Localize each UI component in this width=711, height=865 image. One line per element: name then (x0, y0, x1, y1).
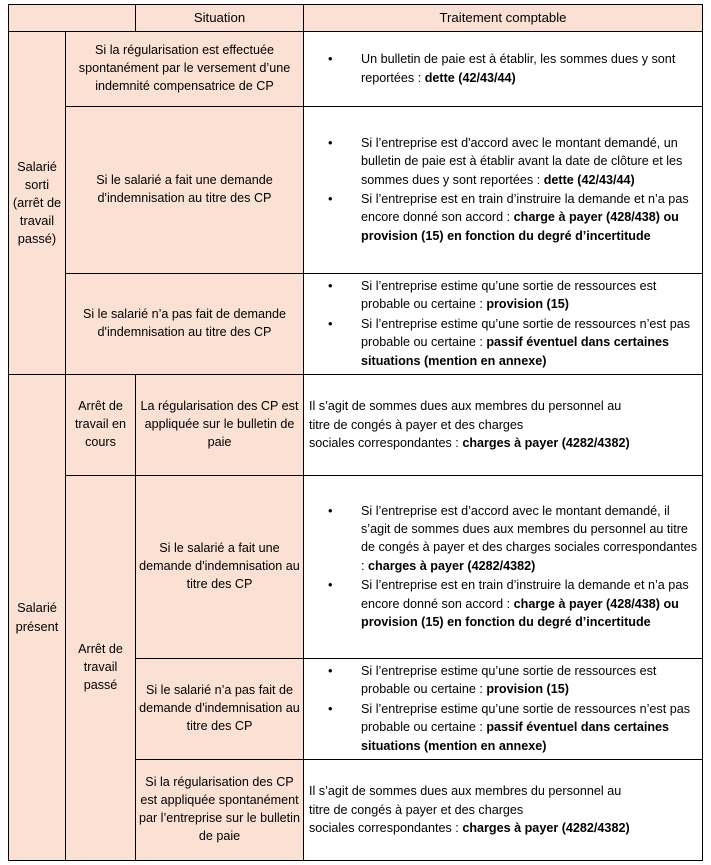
treatment-bullet-list (304, 134, 702, 245)
bullet-icon: • (328, 577, 333, 593)
list-item (304, 315, 702, 370)
subgroup-label-arret-passe: Arrêt de travail passé (66, 476, 136, 861)
paragraph-line-1: Il s’agit de sommes dues aux membres du personnel au (309, 784, 622, 799)
situation-cell: Si la régularisation des CP est appliquée spontanément par l’entreprise sur le bulletin de paie (136, 760, 304, 861)
paragraph-line-1: Il s’agit de sommes dues aux membres du personnel au (309, 399, 622, 414)
bullet-icon: • (328, 502, 333, 518)
bullet-icon: • (328, 191, 333, 206)
situation-cell: La régularisation des CP est appliquée sur le bulletin de paie (136, 375, 304, 476)
situation-cell: Si le salarié n’a pas fait de demande d'indemnisation au titre des CP (66, 274, 304, 375)
treatment-bullet-list (304, 662, 702, 755)
situation-cell: Si le salarié n’a pas fait de demande d'indemnisation au titre des CP (136, 659, 304, 760)
bullet-emphasis: provision (15) (486, 682, 569, 697)
treatment-cell (304, 375, 703, 476)
bullet-emphasis: dette (42/43/44) (424, 70, 516, 85)
bullet-text: Si l’entreprise estime qu’une sortie de ressources est probable ou certaine : (361, 279, 657, 312)
bullet-emphasis: charge à payer (428/438) ou provision (15) en fonction du degré d’incertitude (361, 596, 679, 629)
treatment-cell (304, 107, 703, 274)
list-item (304, 190, 702, 245)
bullet-emphasis: provision (15) (486, 297, 569, 312)
treatment-cell (304, 274, 703, 375)
section-label-salarie-present: Salarié présent (9, 375, 66, 861)
bullet-icon: • (328, 134, 333, 150)
paragraph-emphasis: charges à payer (4282/4382) (462, 821, 630, 836)
list-item (304, 576, 702, 631)
list-item (304, 502, 702, 576)
bullet-emphasis: charge à payer (428/438) ou provision (15) en fonction du degré d’incertitude (361, 210, 679, 243)
subgroup-label-arret-en-cours: Arrêt de travail en cours (66, 375, 136, 476)
treatment-paragraph (304, 782, 702, 837)
header-cell-traitement: Traitement comptable (304, 5, 703, 32)
header-cell-situation: Situation (136, 5, 304, 32)
bullet-text: Si l’entreprise est en train d’instruire la demande et n’a pas encore donné son accord : (361, 578, 689, 611)
treatment-bullet-list (304, 502, 702, 632)
bullet-icon: • (328, 315, 333, 331)
table-row (9, 107, 703, 274)
bullet-emphasis: passif éventuel dans certaines situations (mention en annexe) (361, 720, 670, 753)
treatment-cell (304, 760, 703, 861)
list-item (304, 50, 702, 87)
table-row (9, 274, 703, 375)
accounting-treatment-table (8, 4, 703, 861)
list-item (304, 662, 702, 699)
bullet-text: Si l’entreprise est d'accord avec le montant demandé, un bulletin de paie est à établir avant la date de clôture et les sommes dues y sont reportées : (361, 135, 683, 187)
table-row (9, 375, 703, 476)
situation-cell: Si le salarié a fait une demande d'indemnisation au titre des CP (136, 476, 304, 659)
bullet-text: Si l’entreprise est en train d’instruire la demande et n’a pas encore donné son accord : (361, 192, 689, 225)
bullet-text: Si l’entreprise est d’accord avec le montant demandé, il s’agit de sommes dues aux membres du personnel au titre de congés à payer et des charges sociales correspondantes : (361, 503, 698, 573)
list-item (304, 134, 702, 189)
section-label-salarie-sorti: Salarié sorti (arrêt de travail passé) (9, 32, 66, 375)
paragraph-line-3: sociales correspondantes : (309, 436, 463, 451)
bullet-emphasis: dette (42/43/44) (543, 172, 635, 187)
bullet-emphasis: passif éventuel dans certaines situations (mention en annexe) (361, 335, 670, 368)
bullet-emphasis: charges à payer (4282/4382) (368, 558, 536, 573)
treatment-bullet-list (304, 50, 702, 87)
paragraph-line-2: titre de congés à payer et des charges (309, 802, 524, 817)
table-row (9, 476, 703, 659)
bullet-text: Un bulletin de paie est à établir, les sommes dues y sont reportées : (361, 52, 676, 85)
table-header-row (9, 5, 703, 32)
bullet-icon: • (328, 51, 333, 67)
treatment-cell (304, 32, 703, 107)
paragraph-emphasis: charges à payer (4282/4382) (462, 436, 630, 451)
bullet-text: Si l’entreprise estime qu’une sortie de ressources n’est pas probable ou certaine : (361, 316, 690, 350)
bullet-icon: • (328, 700, 333, 716)
list-item (304, 277, 702, 314)
treatment-paragraph (304, 397, 702, 452)
list-item (304, 700, 702, 755)
treatment-cell (304, 659, 703, 760)
treatment-bullet-list (304, 277, 702, 370)
treatment-cell (304, 476, 703, 659)
bullet-text: Si l’entreprise estime qu’une sortie de ressources est probable ou certaine : (361, 664, 657, 697)
bullet-icon: • (328, 663, 333, 679)
table-row (9, 32, 703, 107)
bullet-icon: • (328, 278, 333, 294)
situation-cell: Si la régularisation est effectuée spontanément par le versement d’une indemnité compensatrice de CP (66, 32, 304, 107)
paragraph-line-3: sociales correspondantes : (309, 821, 463, 836)
bullet-text: Si l’entreprise estime qu’une sortie de ressources n’est pas probable ou certaine : (361, 701, 690, 735)
header-cell-blank (9, 5, 136, 32)
situation-cell: Si le salarié a fait une demande d'indemnisation au titre des CP (66, 107, 304, 274)
paragraph-line-2: titre de congés à payer et des charges (309, 417, 524, 432)
